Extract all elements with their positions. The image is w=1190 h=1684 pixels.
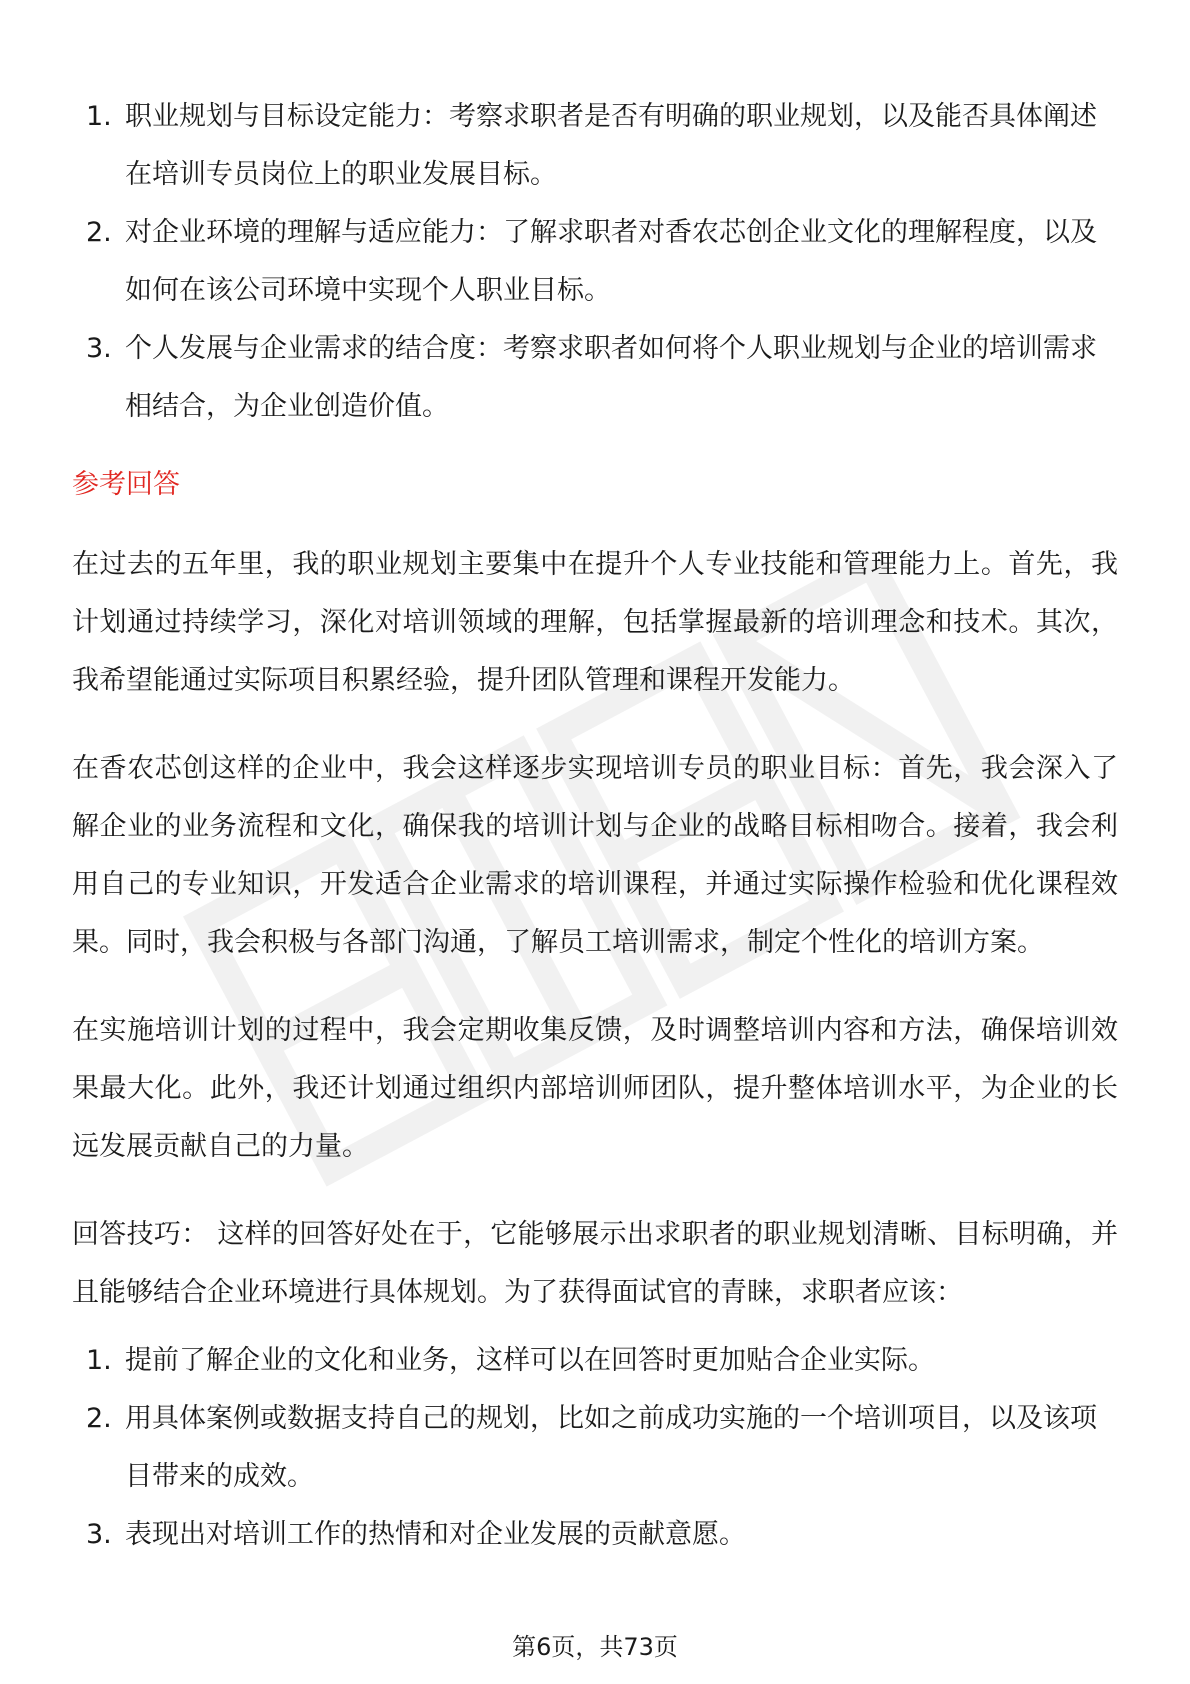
list-number: 1. — [86, 101, 112, 132]
list-item-text: 用具体案例或数据支持自己的规划，比如之前成功实施的一个培训项目，以及该项目带来的成效。 — [125, 1403, 1097, 1492]
list-number: 2. — [86, 217, 112, 248]
list-number: 3. — [86, 333, 112, 364]
list-number: 1. — [86, 1345, 112, 1376]
list-item-text: 个人发展与企业需求的结合度：考察求职者如何将个人职业规划与企业的培训需求相结合，为企业创造价值。 — [125, 333, 1097, 422]
answer-tips-paragraph: 回答技巧： 这样的回答好处在于，它能够展示出求职者的职业规划清晰、目标明确，并且能够结合企业环境进行具体规划。为了获得面试官的青睐，求职者应该： — [72, 1219, 1118, 1308]
main-content — [72, 88, 1118, 1564]
list-item-text: 提前了解企业的文化和业务，这样可以在回答时更加贴合企业实际。 — [125, 1345, 935, 1376]
list-item — [72, 88, 1118, 204]
section-title: 参考回答 — [72, 469, 180, 500]
list-item — [72, 1390, 1118, 1506]
tips-list — [72, 1332, 1118, 1564]
list-number: 3. — [86, 1519, 112, 1550]
list-item — [72, 320, 1118, 436]
answer-paragraph: 在实施培训计划的过程中，我会定期收集反馈，及时调整培训内容和方法，确保培训效果最大化。此外，我还计划通过组织内部培训师团队，提升整体培训水平，为企业的长远发展贡献自己的力量。 — [72, 1015, 1118, 1162]
list-item-text: 对企业环境的理解与适应能力：了解求职者对香农芯创企业文化的理解程度，以及如何在该公司环境中实现个人职业目标。 — [125, 217, 1097, 306]
list-item — [72, 1332, 1118, 1390]
list-item-text: 职业规划与目标设定能力：考察求职者是否有明确的职业规划，以及能否具体阐述在培训专员岗位上的职业发展目标。 — [125, 101, 1097, 190]
list-number: 2. — [86, 1403, 112, 1434]
list-item — [72, 204, 1118, 320]
answer-paragraph: 在香农芯创这样的企业中，我会这样逐步实现培训专员的职业目标：首先，我会深入了解企业的业务流程和文化，确保我的培训计划与企业的战略目标相吻合。接着，我会利用自己的专业知识，开发适合企业需求的培训课程，并通过实际操作检验和优化课程效果。同时，我会积极与各部门沟通，了解员工培训需求，制定个性化的培训方案。 — [72, 753, 1118, 958]
answer-paragraph: 在过去的五年里，我的职业规划主要集中在提升个人专业技能和管理能力上。首先，我计划通过持续学习，深化对培训领域的理解，包括掌握最新的培训理念和技术。其次，我希望能通过实际项目积累经验，提升团队管理和课程开发能力。 — [72, 549, 1118, 696]
page-number-footer: 第6页，共73页 — [512, 1633, 678, 1661]
list-item-text: 表现出对培训工作的热情和对企业发展的贡献意愿。 — [125, 1519, 746, 1550]
list-item — [72, 1506, 1118, 1564]
evaluation-criteria-list — [72, 88, 1118, 436]
